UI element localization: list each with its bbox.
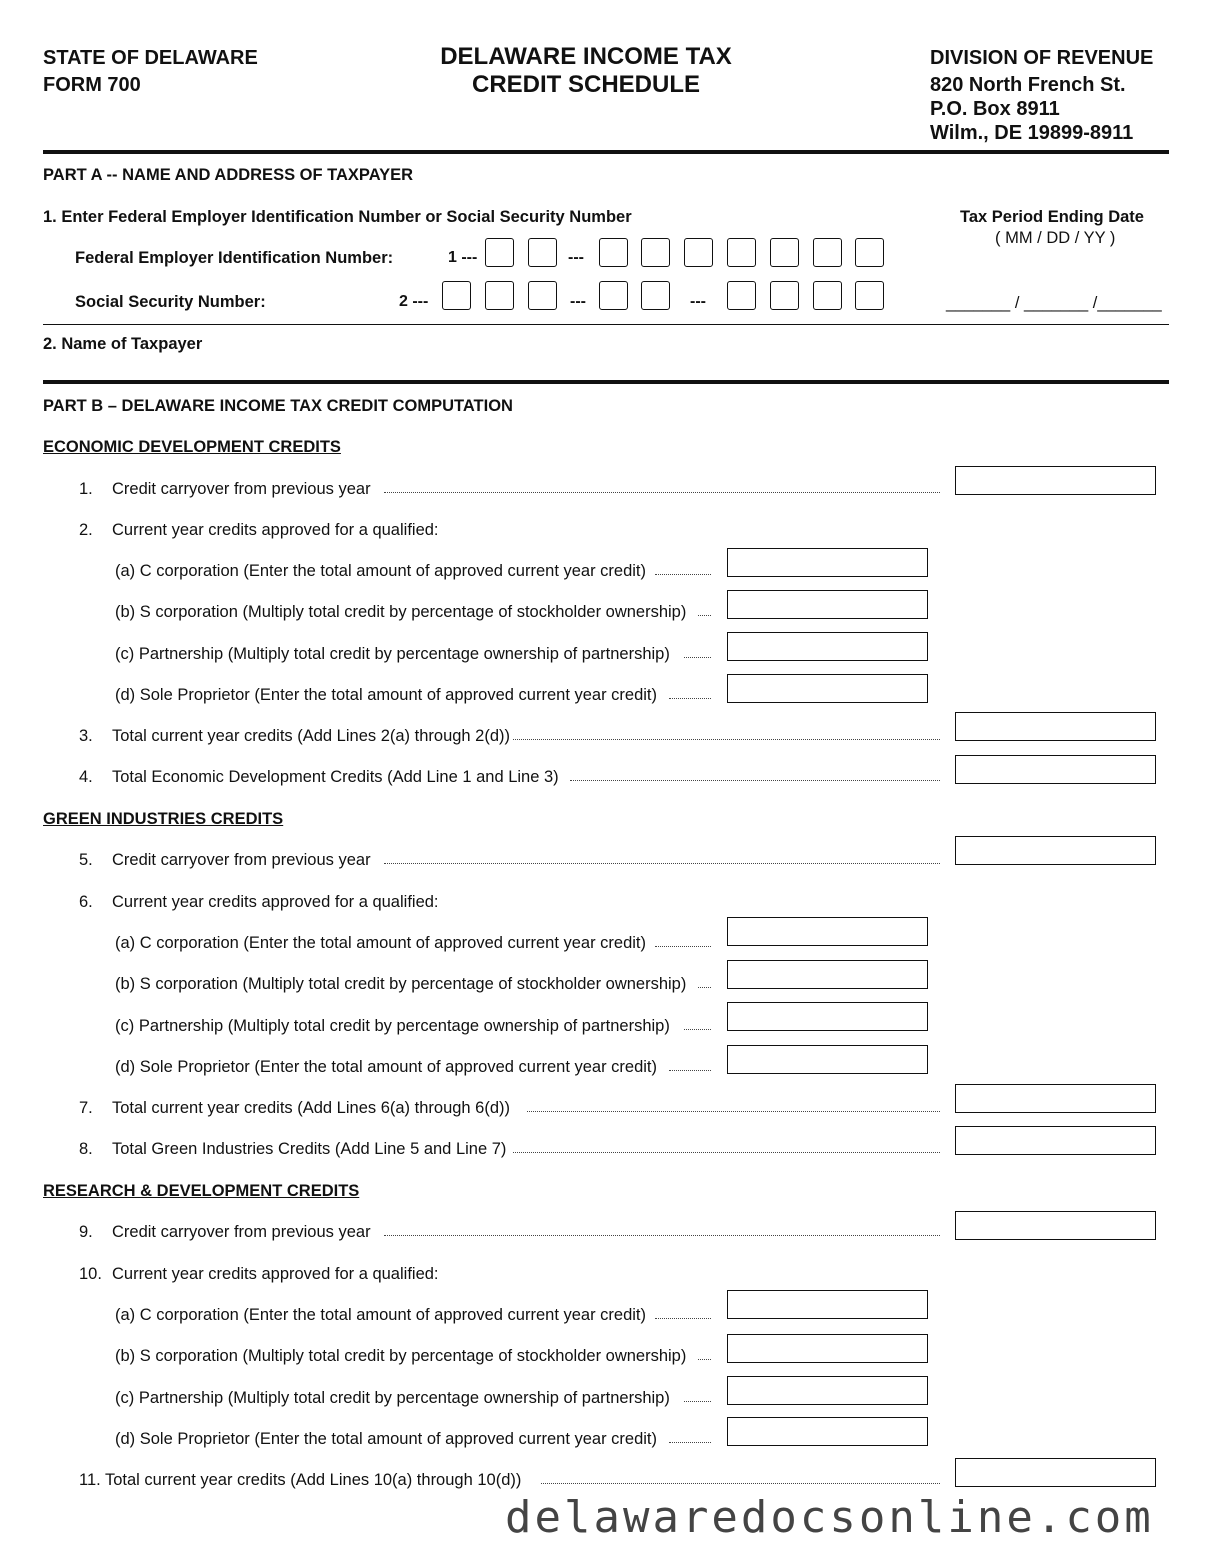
state-label: STATE OF DELAWARE: [43, 47, 258, 69]
form-number: FORM 700: [43, 74, 141, 96]
leader-dots: [513, 739, 940, 740]
line-10a-label: (a) C corporation (Enter the total amount of approved current year credit): [115, 1306, 647, 1324]
line-8-number: 8.: [79, 1140, 93, 1158]
leader-dots: [698, 1359, 711, 1360]
line-6-label: Current year credits approved for a qualified:: [112, 893, 439, 911]
leader-dots: [513, 1152, 940, 1153]
line-10b-label: (b) S corporation (Multiply total credit by percentage of stockholder ownership): [115, 1347, 687, 1365]
line-1-label: Credit carryover from previous year: [112, 480, 371, 498]
line-2-number: 2.: [79, 521, 93, 539]
ssn-digit-box[interactable]: [813, 281, 842, 310]
address-line3: Wilm., DE 19899-8911: [930, 122, 1134, 144]
line-3-amount-input[interactable]: [955, 712, 1156, 741]
fein-digit-box[interactable]: [770, 238, 799, 267]
line-6c-label: (c) Partnership (Multiply total credit by percentage ownership of partnership): [115, 1017, 670, 1035]
leader-dots: [698, 987, 711, 988]
part-b-title: PART B – DELAWARE INCOME TAX CREDIT COMPUTATION: [43, 397, 513, 415]
ssn-digit-box[interactable]: [528, 281, 557, 310]
ssn-label: Social Security Number:: [75, 293, 266, 311]
leader-dots: [655, 946, 711, 947]
line-4-amount-input[interactable]: [955, 755, 1156, 784]
tax-period-label: Tax Period Ending Date: [960, 208, 1144, 226]
address-line1: 820 North French St.: [930, 74, 1126, 96]
part-a-rule: [43, 324, 1169, 325]
line-11-amount-input[interactable]: [955, 1458, 1156, 1487]
line-10d-amount-input[interactable]: [727, 1417, 928, 1446]
line-7-number: 7.: [79, 1099, 93, 1117]
line-5-amount-input[interactable]: [955, 836, 1156, 865]
part-b-rule: [43, 380, 1169, 384]
part-a-item2: 2. Name of Taxpayer: [43, 335, 203, 353]
leader-dots: [655, 574, 711, 575]
form-title-line2: CREDIT SCHEDULE: [471, 71, 700, 98]
fein-digit-box[interactable]: [485, 238, 514, 267]
fein-digit-box[interactable]: [599, 238, 628, 267]
fein-digit-box[interactable]: [813, 238, 842, 267]
line-1-number: 1.: [79, 480, 93, 498]
line-6d-label: (d) Sole Proprietor (Enter the total amount of approved current year credit): [115, 1058, 658, 1076]
line-2b-label: (b) S corporation (Multiply total credit by percentage of stockholder ownership): [115, 603, 687, 621]
line-2d-label: (d) Sole Proprietor (Enter the total amount of approved current year credit): [115, 686, 658, 704]
line-6b-amount-input[interactable]: [727, 960, 928, 989]
fein-prefix: 1 ---: [448, 249, 478, 266]
fein-separator: ---: [568, 249, 584, 266]
line-6d-amount-input[interactable]: [727, 1045, 928, 1074]
ssn-digit-box[interactable]: [855, 281, 884, 310]
line-8-label: Total Green Industries Credits (Add Line 5 and Line 7): [112, 1140, 507, 1158]
green-section-title: GREEN INDUSTRIES CREDITS: [43, 810, 284, 828]
line-6a-label: (a) C corporation (Enter the total amount of approved current year credit): [115, 934, 647, 952]
line-3-number: 3.: [79, 727, 93, 745]
line-2a-label: (a) C corporation (Enter the total amount of approved current year credit): [115, 562, 647, 580]
leader-dots: [684, 657, 711, 658]
line-7-label: Total current year credits (Add Lines 6(a) through 6(d)): [112, 1099, 511, 1117]
line-4-number: 4.: [79, 768, 93, 786]
leader-dots: [684, 1401, 711, 1402]
ssn-digit-box[interactable]: [770, 281, 799, 310]
line-9-amount-input[interactable]: [955, 1211, 1156, 1240]
line-6-number: 6.: [79, 893, 93, 911]
ssn-digit-box[interactable]: [599, 281, 628, 310]
line-10-number: 10.: [79, 1265, 102, 1283]
fein-digit-box[interactable]: [855, 238, 884, 267]
econ-section-title: ECONOMIC DEVELOPMENT CREDITS: [43, 438, 341, 456]
line-2a-amount-input[interactable]: [727, 548, 928, 577]
fein-digit-box[interactable]: [528, 238, 557, 267]
line-10-label: Current year credits approved for a qualified:: [112, 1265, 439, 1283]
ssn-separator: ---: [570, 293, 586, 310]
line-2b-amount-input[interactable]: [727, 590, 928, 619]
line-3-label: Total current year credits (Add Lines 2(a) through 2(d)): [112, 727, 511, 745]
line-7-amount-input[interactable]: [955, 1084, 1156, 1113]
fein-digit-box[interactable]: [727, 238, 756, 267]
address-line2: P.O. Box 8911: [930, 98, 1060, 120]
leader-dots: [384, 863, 940, 864]
line-10a-amount-input[interactable]: [727, 1290, 928, 1319]
leader-dots: [684, 1029, 711, 1030]
leader-dots: [669, 698, 711, 699]
tax-period-date-field[interactable]: _______ / _______ /_______: [946, 294, 1162, 312]
leader-dots: [384, 1235, 940, 1236]
line-4-label: Total Economic Development Credits (Add Line 1 and Line 3): [112, 768, 559, 786]
ssn-prefix: 2 ---: [399, 293, 429, 310]
line-2d-amount-input[interactable]: [727, 674, 928, 703]
leader-dots: [384, 492, 940, 493]
leader-dots: [669, 1442, 711, 1443]
line-1-amount-input[interactable]: [955, 466, 1156, 495]
leader-dots: [669, 1070, 711, 1071]
ssn-digit-box[interactable]: [727, 281, 756, 310]
ssn-digit-box[interactable]: [641, 281, 670, 310]
line-9-number: 9.: [79, 1223, 93, 1241]
watermark: delawaredocsonline.com: [505, 1492, 1154, 1543]
tax-period-format: ( MM / DD / YY ): [995, 229, 1116, 247]
line-6b-label: (b) S corporation (Multiply total credit by percentage of stockholder ownership): [115, 975, 687, 993]
leader-dots: [541, 1483, 940, 1484]
fein-label: Federal Employer Identification Number:: [75, 249, 394, 267]
line-10b-amount-input[interactable]: [727, 1334, 928, 1363]
line-2-label: Current year credits approved for a qualified:: [112, 521, 439, 539]
line-6a-amount-input[interactable]: [727, 917, 928, 946]
header-rule: [43, 150, 1169, 154]
rd-section-title: RESEARCH & DEVELOPMENT CREDITS: [43, 1182, 360, 1200]
line-10d-label: (d) Sole Proprietor (Enter the total amount of approved current year credit): [115, 1430, 658, 1448]
leader-dots: [698, 615, 711, 616]
form-title-line1: DELAWARE INCOME TAX: [440, 43, 732, 70]
fein-digit-box[interactable]: [641, 238, 670, 267]
fein-digit-box[interactable]: [684, 238, 713, 267]
line-9-label: Credit carryover from previous year: [112, 1223, 371, 1241]
ssn-separator: ---: [690, 293, 706, 310]
leader-dots: [655, 1318, 711, 1319]
ssn-digit-box[interactable]: [485, 281, 514, 310]
line-11-label: 11. Total current year credits (Add Lines 10(a) through 10(d)): [79, 1471, 522, 1489]
division-name: DIVISION OF REVENUE: [930, 47, 1154, 69]
line-5-number: 5.: [79, 851, 93, 869]
line-5-label: Credit carryover from previous year: [112, 851, 371, 869]
line-8-amount-input[interactable]: [955, 1126, 1156, 1155]
ssn-digit-box[interactable]: [442, 281, 471, 310]
part-a-title: PART A -- NAME AND ADDRESS OF TAXPAYER: [43, 166, 414, 184]
line-2c-amount-input[interactable]: [727, 632, 928, 661]
leader-dots: [527, 1111, 940, 1112]
leader-dots: [570, 780, 940, 781]
line-6c-amount-input[interactable]: [727, 1002, 928, 1031]
line-10c-label: (c) Partnership (Multiply total credit by percentage ownership of partnership): [115, 1389, 670, 1407]
part-a-item1: 1. Enter Federal Employer Identification Number or Social Security Number: [43, 208, 632, 226]
line-10c-amount-input[interactable]: [727, 1376, 928, 1405]
line-2c-label: (c) Partnership (Multiply total credit by percentage ownership of partnership): [115, 645, 670, 663]
